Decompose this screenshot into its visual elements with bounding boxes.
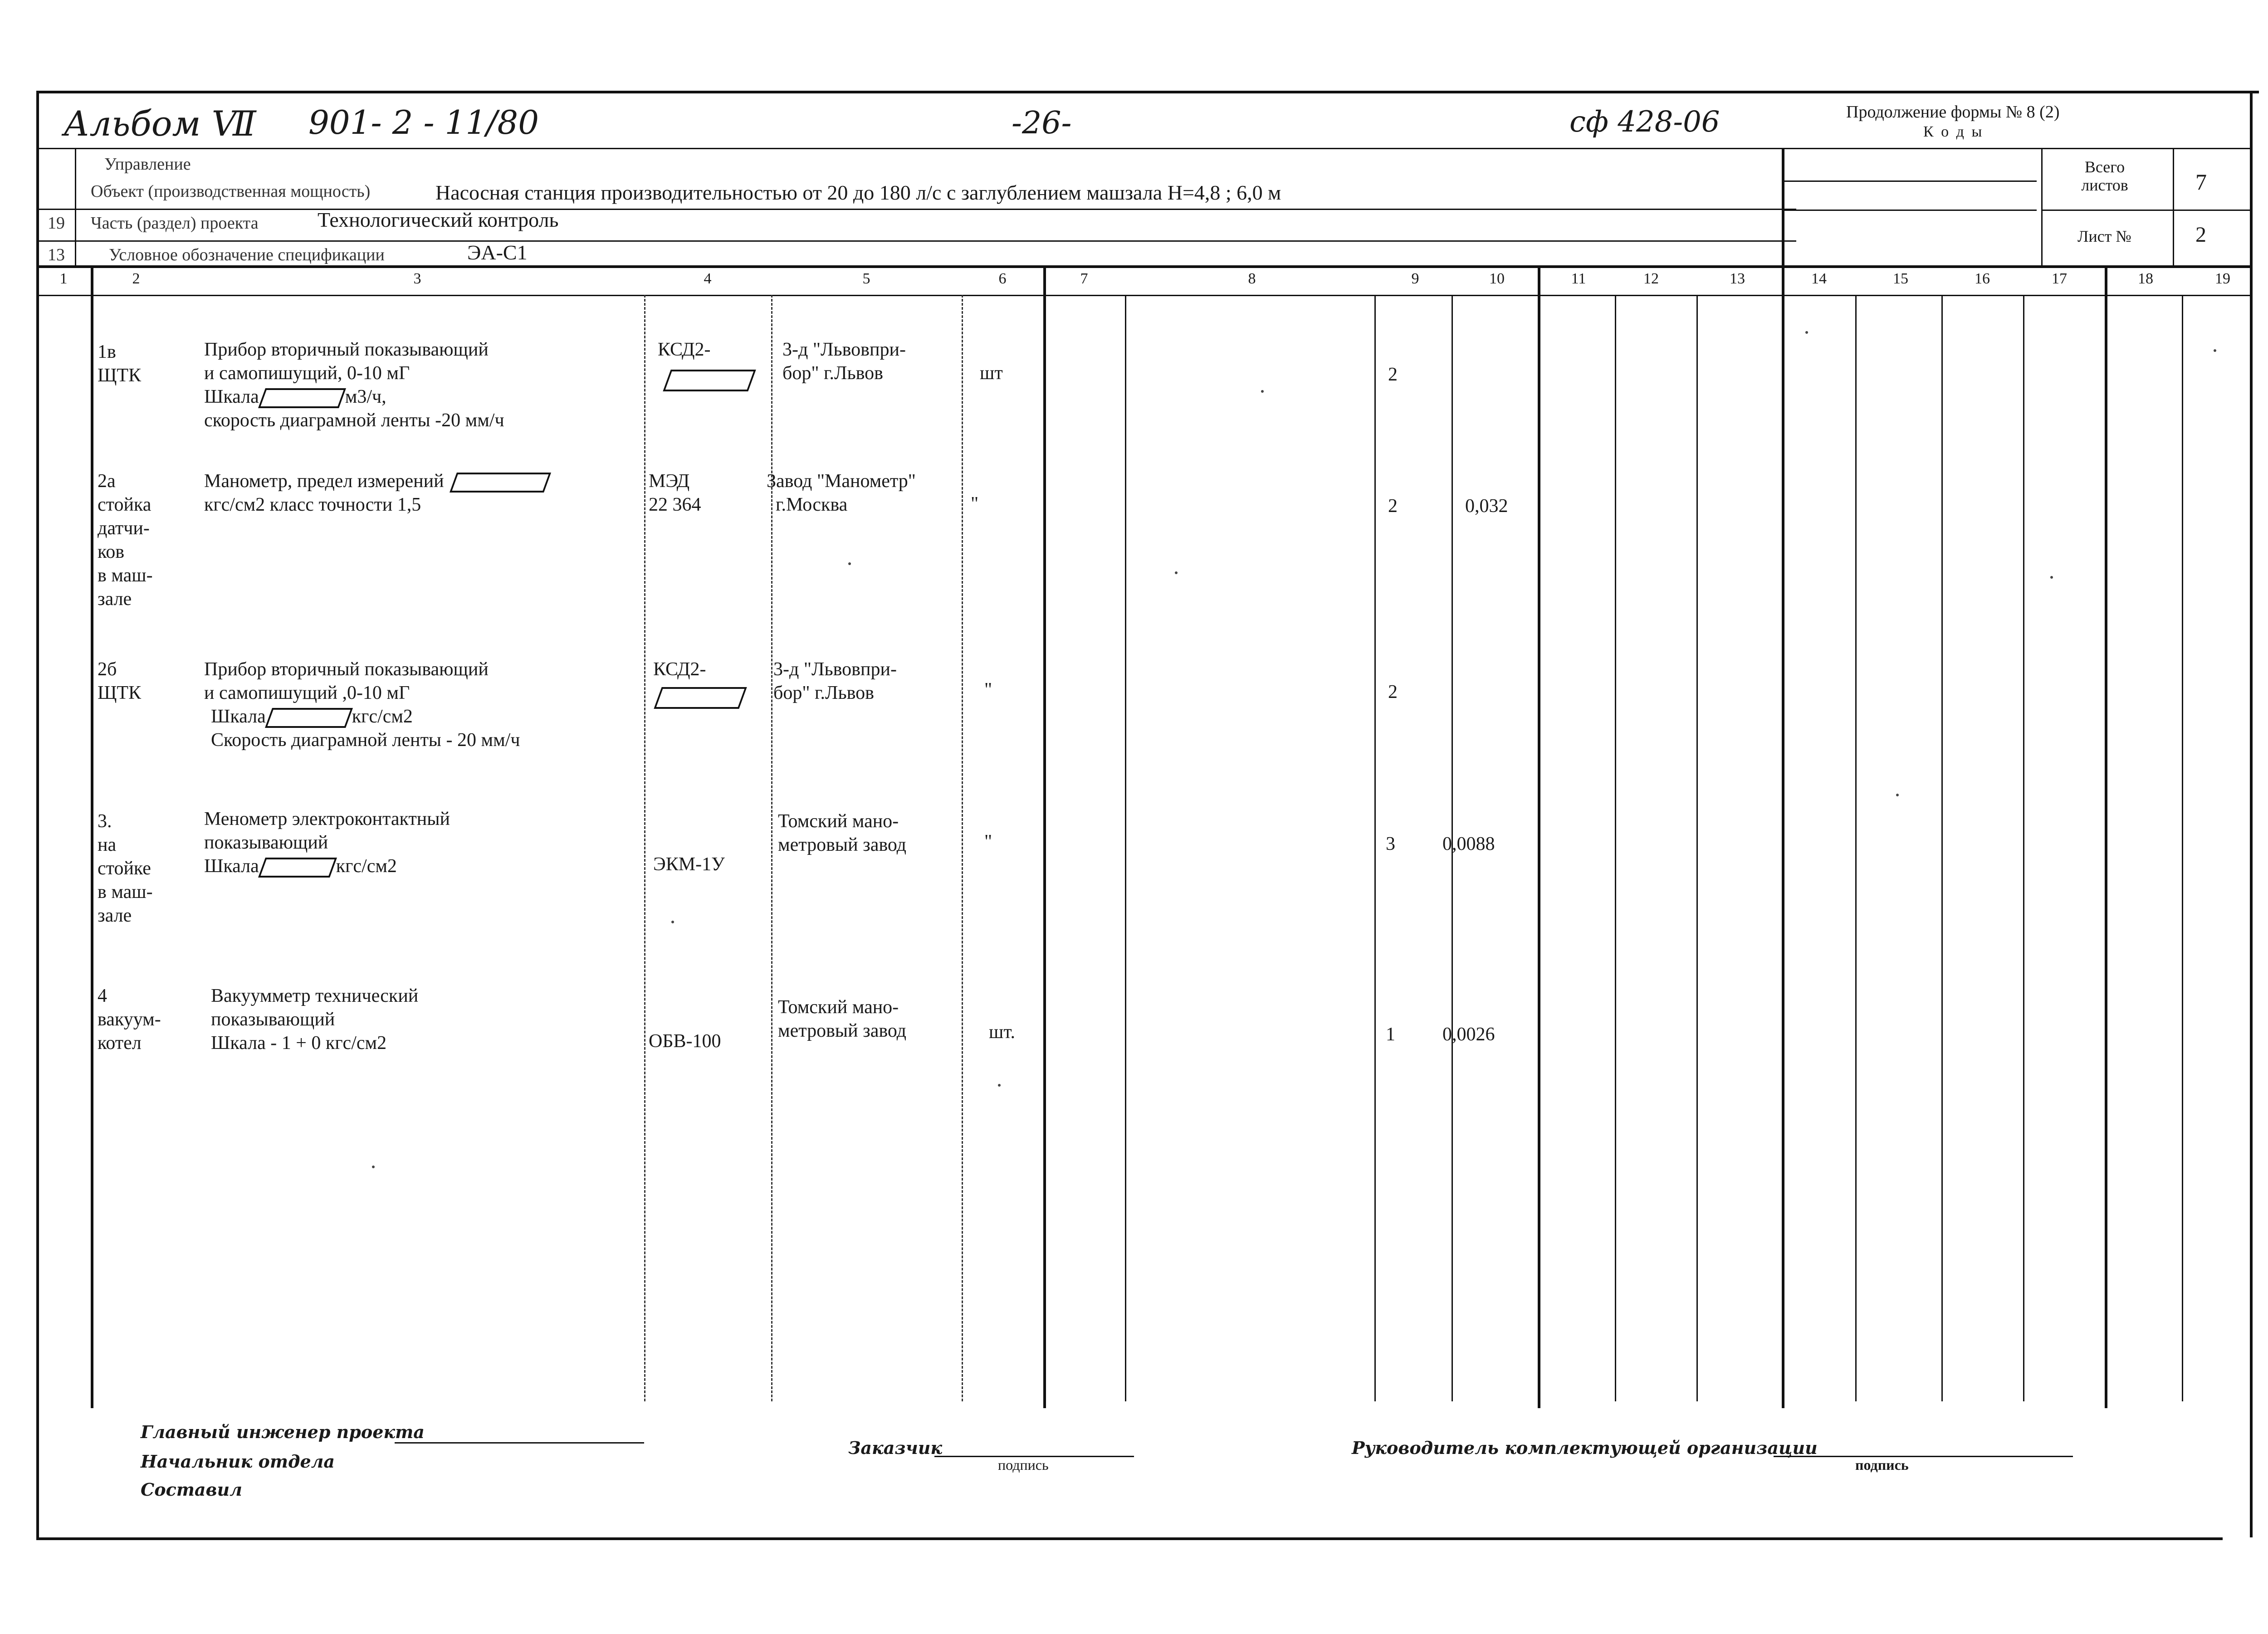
- col-line-18: [2182, 295, 2183, 1401]
- row5-unit: шт.: [989, 1022, 1016, 1043]
- col-num-7: 7: [1080, 270, 1088, 287]
- codes-divider: [1782, 148, 1784, 266]
- row1-position: 1в ЩТК: [98, 341, 142, 386]
- chief-engineer-label: Главный инженер проекта: [141, 1422, 425, 1442]
- col-num-17: 17: [2052, 270, 2067, 287]
- header-line-4: [36, 265, 2250, 268]
- col-line-15: [1941, 295, 1943, 1401]
- col-num-6: 6: [998, 270, 1007, 287]
- album-number: Альбом Ⅶ: [64, 103, 256, 144]
- row2-maker: Завод "Манометр" г.Москва: [767, 471, 916, 515]
- row-num-divider: [75, 148, 76, 266]
- col-line-4: [771, 295, 772, 1401]
- sheets-value-divider: [2173, 148, 2174, 266]
- customer-label: Заказчик: [848, 1438, 943, 1458]
- scan-speck: [671, 921, 674, 923]
- scan-speck: [1261, 390, 1264, 393]
- col-line-1: [91, 265, 93, 1408]
- col-line-10: [1538, 265, 1540, 1408]
- col-num-5: 5: [862, 270, 870, 287]
- row1-type-blank: [663, 370, 756, 391]
- row-number-13: 13: [48, 245, 65, 264]
- spec-value: ЭА-С1: [467, 241, 528, 264]
- row4-mass: 0,0088: [1442, 834, 1495, 854]
- codes-label: К о д ы: [1923, 123, 1984, 140]
- row4-scale-blank: [258, 858, 337, 878]
- row3-position: 2б ЩТК: [98, 659, 142, 703]
- col-num-1: 1: [59, 270, 68, 287]
- sheets-line: [2041, 210, 2250, 211]
- col-num-14: 14: [1811, 270, 1827, 287]
- row5-quantity: 1: [1386, 1024, 1395, 1045]
- scan-speck: [848, 562, 851, 565]
- scan-speck: [1805, 331, 1808, 334]
- ministry-label: Управление: [104, 155, 191, 174]
- compiled-by-label: Составил: [141, 1479, 242, 1500]
- col-num-18: 18: [2138, 270, 2153, 287]
- row2-range-blank: [450, 473, 551, 493]
- scan-speck: [998, 1084, 1001, 1087]
- total-sheets-value: 7: [2195, 169, 2207, 195]
- col-num-10: 10: [1489, 270, 1505, 287]
- chief-engineer-line: [395, 1442, 644, 1444]
- row3-quantity: 2: [1388, 682, 1398, 702]
- col-num-2: 2: [132, 270, 140, 287]
- col-num-9: 9: [1411, 270, 1419, 287]
- scan-speck: [1175, 571, 1178, 574]
- row5-position: 4 вакуум- котел: [98, 985, 161, 1054]
- row4-name: Менометр электроконтактный показывающий Шкала кгс/см2: [204, 807, 450, 878]
- row3-scale-blank: [265, 708, 353, 728]
- col-line-17: [2105, 265, 2107, 1408]
- row1-unit: шт: [980, 363, 1003, 384]
- col-num-8: 8: [1248, 270, 1256, 287]
- row5-type: ОБВ-100: [649, 1031, 721, 1052]
- row2-unit: ": [971, 493, 979, 514]
- row2-quantity: 2: [1388, 496, 1398, 517]
- row1-quantity: 2: [1388, 364, 1398, 385]
- object-value: Насосная станция производительностью от 20 до 180 л/с с заглублением машзала Н=4,8 ; 6,0 м: [435, 181, 1281, 204]
- col-num-11: 11: [1571, 270, 1586, 287]
- frame-left: [36, 91, 39, 1537]
- col-num-12: 12: [1643, 270, 1659, 287]
- col-num-4: 4: [704, 270, 712, 287]
- scan-speck: [1896, 794, 1899, 796]
- header-line-3: [36, 240, 1796, 242]
- scan-speck: [2050, 576, 2053, 579]
- object-label: Объект (производственная мощность): [91, 182, 371, 201]
- col-num-13: 13: [1730, 270, 1745, 287]
- sheet-number-value: 2: [2195, 223, 2206, 247]
- part-label: Часть (раздел) проекта: [91, 214, 259, 233]
- row1-maker: 3-д "Львовпри- бор" г.Львов: [782, 339, 906, 384]
- spec-label: Условное обозначение спецификации: [109, 245, 385, 264]
- row-number-19: 19: [48, 214, 65, 233]
- col-line-5: [962, 295, 963, 1401]
- total-sheets-label: Всего листов: [2081, 158, 2128, 194]
- row4-unit: ": [984, 831, 992, 852]
- row2-type: МЭД 22 364: [649, 471, 701, 515]
- frame-right: [2250, 91, 2253, 1537]
- col-line-13: [1782, 265, 1784, 1408]
- dept-head-label: Начальник отдела: [141, 1451, 335, 1472]
- row5-maker: Томский мано- метровый завод: [778, 997, 907, 1041]
- header-line-2: [36, 209, 1796, 210]
- sheet-number-label: Лист №: [2077, 227, 2131, 245]
- row3-unit: ": [984, 679, 992, 700]
- row1-name: Прибор вторичный показывающий и самопишущий, 0-10 мГ Шкала м3/ч, скорость диаграмной ленты -20 мм/ч: [204, 339, 504, 431]
- org-head-signature-line: [1774, 1456, 2073, 1457]
- row5-name: Вакуумметр технический показывающий Шкала - 1 + 0 кгс/см2: [211, 985, 419, 1054]
- frame-top: [36, 91, 2259, 93]
- row3-maker: 3-д "Львовпри- бор" г.Львов: [773, 659, 897, 703]
- row4-maker: Томский мано- метровый завод: [778, 811, 907, 855]
- col-line-16: [2023, 295, 2024, 1401]
- row5-mass: 0,0026: [1442, 1024, 1495, 1045]
- col-line-14: [1855, 295, 1857, 1401]
- row3-type: КСД2-: [653, 659, 706, 680]
- codes-line-b: [1783, 210, 2037, 211]
- col-line-11: [1615, 295, 1616, 1401]
- document-code: сф 428-06: [1569, 105, 1720, 139]
- customer-signature-caption: подпись: [998, 1457, 1049, 1473]
- page-number: -26-: [1012, 105, 1072, 141]
- col-line-6: [1043, 265, 1046, 1408]
- col-line-3: [644, 295, 645, 1401]
- col-line-12: [1696, 295, 1698, 1401]
- form-continuation: Продолжение формы № 8 (2): [1846, 102, 2060, 122]
- row3-type-blank: [654, 687, 747, 709]
- row2-position: 2а стойка датчи- ков в маш- зале: [98, 471, 153, 610]
- scan-speck: [372, 1166, 375, 1168]
- col-num-16: 16: [1975, 270, 1990, 287]
- col-line-7: [1125, 295, 1126, 1401]
- row1-type: КСД2-: [658, 339, 711, 360]
- col-line-8: [1374, 295, 1376, 1401]
- org-head-signature-caption: подпись: [1855, 1457, 1909, 1473]
- scan-speck: [2214, 349, 2216, 352]
- frame-bottom: [36, 1537, 2223, 1540]
- project-code: 901- 2 - 11/80: [308, 103, 539, 141]
- row1-scale-blank: [258, 388, 346, 408]
- colnum-row-bottom: [36, 295, 2250, 296]
- sheets-divider: [2041, 148, 2043, 266]
- row4-quantity: 3: [1386, 834, 1395, 854]
- row2-name: Манометр, предел измерений кгс/см2 класс точности 1,5: [204, 469, 547, 517]
- codes-line-a: [1783, 180, 2037, 182]
- row2-mass: 0,032: [1465, 496, 1508, 517]
- row3-name: Прибор вторичный показывающий и самопишущий ,0-10 мГ Шкала кгс/см2 Скорость диаграмной ленты - 20 мм/ч: [204, 659, 520, 751]
- col-num-19: 19: [2215, 270, 2230, 287]
- col-num-15: 15: [1893, 270, 1908, 287]
- header-line-1: [36, 148, 2250, 149]
- row4-position: 3. на стойке в маш- зале: [98, 811, 153, 926]
- row4-type: ЭКМ-1У: [653, 854, 725, 875]
- col-num-3: 3: [413, 270, 421, 287]
- part-value: Технологический контроль: [318, 208, 559, 231]
- org-head-label: Руководитель комплектующей организации: [1352, 1438, 1818, 1458]
